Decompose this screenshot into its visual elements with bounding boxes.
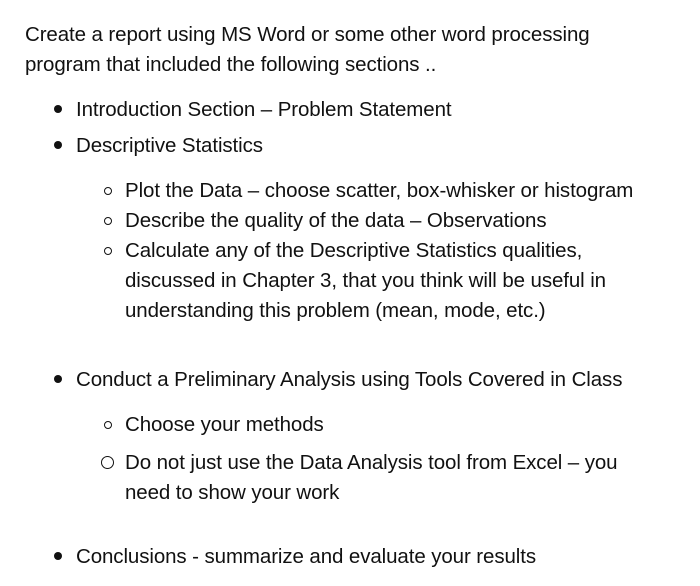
list-item-introduction: Introduction Section – Problem Statement — [76, 98, 452, 121]
sub-item-calc-line-1: Calculate any of the Descriptive Statistics qualities, — [125, 239, 583, 262]
list-item-preliminary-analysis: Conduct a Preliminary Analysis using Tools Covered in Class — [76, 368, 623, 391]
sub-item-calc-line-2: discussed in Chapter 3, that you think will be useful in — [125, 269, 606, 292]
sub-item-data-quality: Describe the quality of the data – Observations — [125, 209, 547, 232]
bullet-ring-icon — [104, 217, 112, 225]
sub-item-excel-line-1: Do not just use the Data Analysis tool from Excel – you — [125, 451, 618, 474]
bullet-ring-icon — [104, 421, 112, 429]
bullet-dot-icon — [54, 141, 62, 149]
bullet-dot-icon — [54, 552, 62, 560]
sub-item-choose-methods: Choose your methods — [125, 413, 324, 436]
intro-line-2: program that included the following sections .. — [25, 53, 437, 76]
bullet-ring-icon — [101, 456, 114, 469]
bullet-ring-icon — [104, 187, 112, 195]
bullet-dot-icon — [54, 105, 62, 113]
list-item-conclusions: Conclusions - summarize and evaluate your results — [76, 545, 536, 568]
intro-line-1: Create a report using MS Word or some other word processing — [25, 23, 590, 46]
sub-item-excel-line-2: need to show your work — [125, 481, 340, 504]
bullet-ring-icon — [104, 247, 112, 255]
sub-item-plot-data: Plot the Data – choose scatter, box-whisker or histogram — [125, 179, 634, 202]
sub-item-calc-line-3: understanding this problem (mean, mode, etc.) — [125, 299, 546, 322]
list-item-descriptive-statistics: Descriptive Statistics — [76, 134, 263, 157]
bullet-dot-icon — [54, 375, 62, 383]
